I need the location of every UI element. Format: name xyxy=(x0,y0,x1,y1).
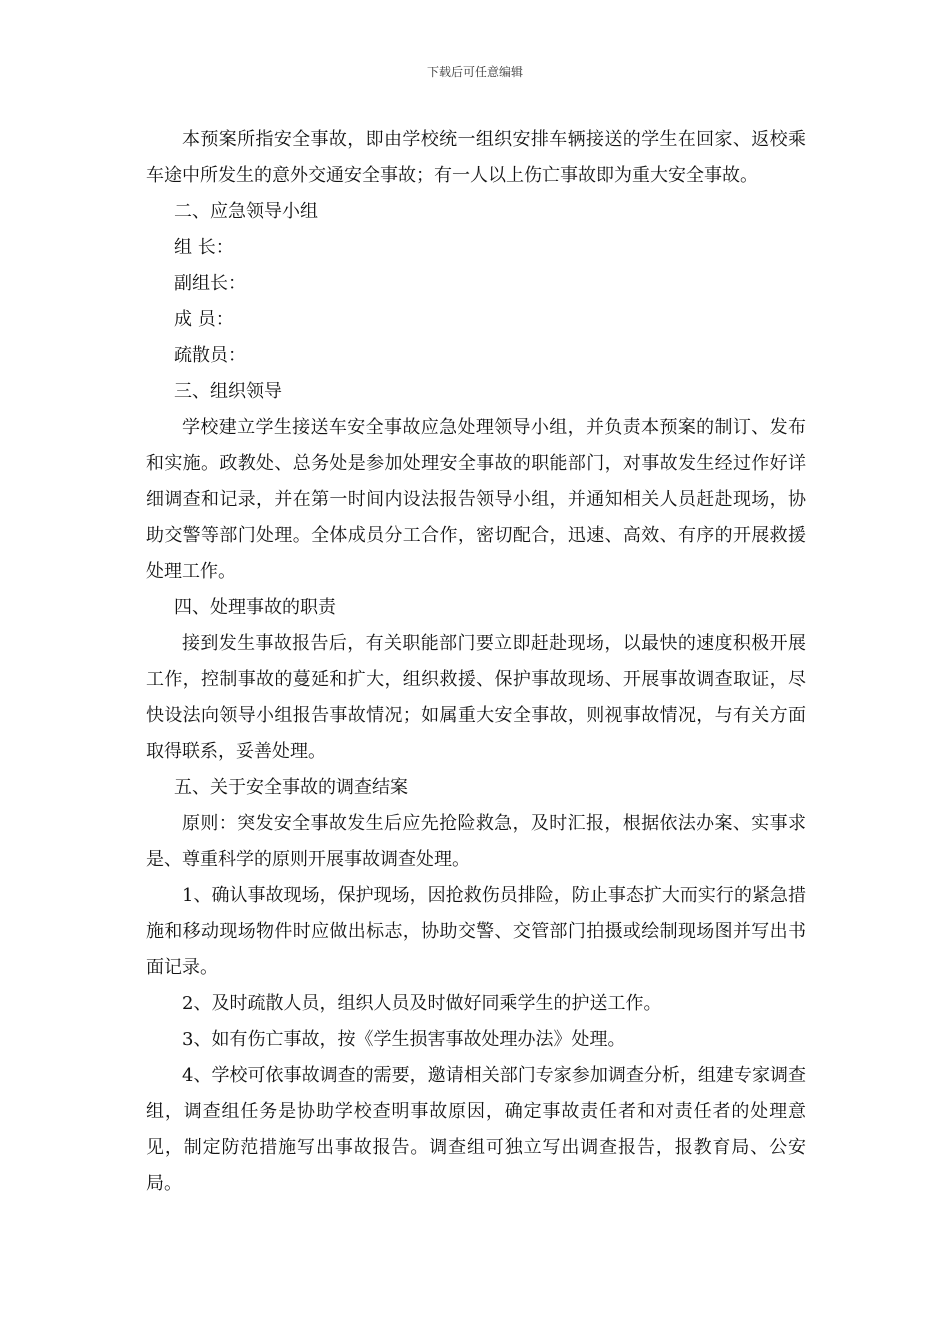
list-item-3: 3、如有伤亡事故，按《学生损害事故处理办法》处理。 xyxy=(182,1029,626,1050)
section-heading-investigation: 五、关于安全事故的调查结案 xyxy=(174,777,408,798)
field-deputy-leader: 副组长： xyxy=(174,273,246,294)
section-heading-leadership-group: 二、应急领导小组 xyxy=(174,201,318,222)
paragraph-definition: 本预案所指安全事故，即由学校统一组织安排车辆接送的学生在回家、返校乘车途中所发生的意外交通安全事故；有一人以上伤亡事故即为重大安全事故。 xyxy=(146,129,806,186)
document-body xyxy=(146,122,806,1202)
field-group-leader: 组 长： xyxy=(174,237,234,258)
field-members: 成 员： xyxy=(174,309,234,330)
list-item-4: 4、学校可依事故调查的需要，邀请相关部门专家参加调查分析，组建专家调查组，调查组任务是协助学校查明事故原因，确定事故责任者和对责任者的处理意见，制定防范措施写出事故报告。调查组可独立写出调查报告，报教育局、公安局。 xyxy=(146,1065,806,1194)
paragraph-principle: 原则：突发安全事故发生后应先抢险救急，及时汇报，根据依法办案、实事求是、尊重科学的原则开展事故调查处理。 xyxy=(146,813,806,870)
list-item-1: 1、确认事故现场，保护现场，因抢救伤员排险，防止事态扩大而实行的紧急措施和移动现场物件时应做出标志，协助交警、交管部门拍摄或绘制现场图并写出书面记录。 xyxy=(146,885,806,978)
paragraph-duties: 接到发生事故报告后，有关职能部门要立即赶赴现场，以最快的速度积极开展工作，控制事故的蔓延和扩大，组织救援、保护事故现场、开展事故调查取证，尽快设法向领导小组报告事故情况；如属重大安全事故，则视事故情况，与有关方面取得联系，妥善处理。 xyxy=(146,633,806,762)
paragraph-organization: 学校建立学生接送车安全事故应急处理领导小组，并负责本预案的制订、发布和实施。政教处、总务处是参加处理安全事故的职能部门，对事故发生经过作好详细调查和记录，并在第一时间内设法报告领导小组，并通知相关人员赶赴现场，协助交警等部门处理。全体成员分工合作，密切配合，迅速、高效、有序的开展救援处理工作。 xyxy=(146,417,806,582)
section-heading-organization: 三、组织领导 xyxy=(174,381,282,402)
list-item-2: 2、及时疏散人员，组织人员及时做好同乘学生的护送工作。 xyxy=(182,993,662,1014)
field-evacuator: 疏散员： xyxy=(174,345,246,366)
page-header: 下载后可任意编辑 xyxy=(426,65,523,79)
section-heading-duties: 四、处理事故的职责 xyxy=(174,597,336,618)
